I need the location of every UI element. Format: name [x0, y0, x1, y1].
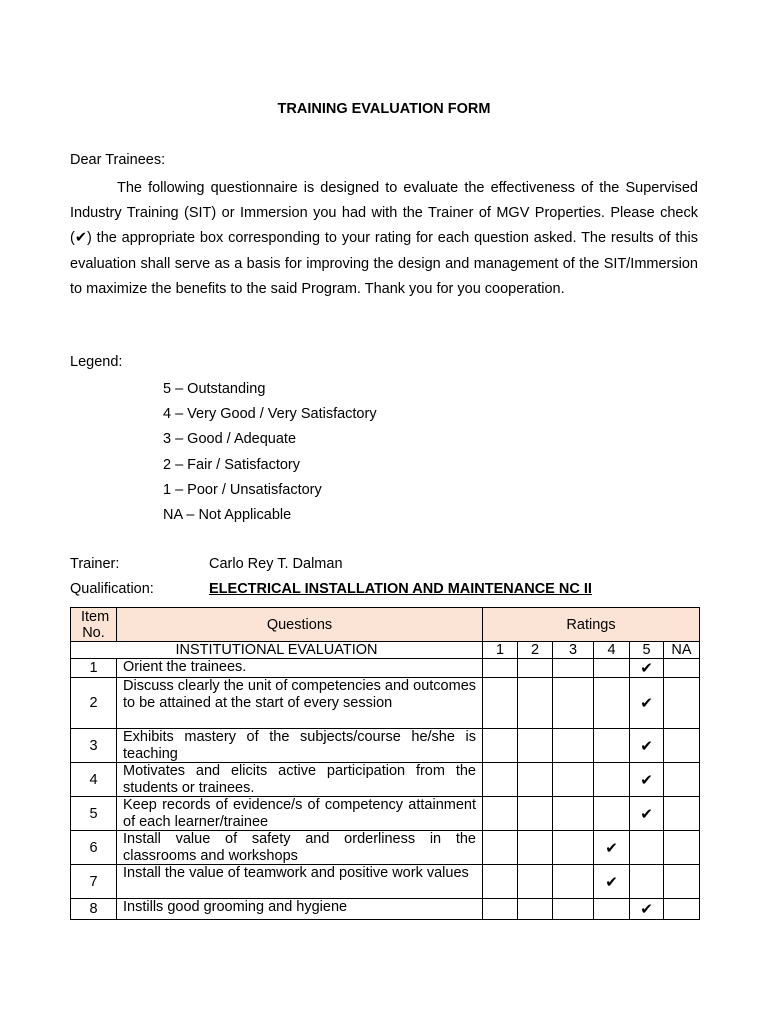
rating-cell-4[interactable] [594, 831, 630, 865]
rating-cell-1[interactable] [483, 763, 518, 797]
legend-list [163, 377, 377, 528]
trainer-name: Carlo Rey T. Dalman [209, 556, 343, 572]
check-mark-icon: ✔ [640, 771, 653, 789]
rating-cell-1[interactable] [483, 865, 518, 899]
rating-cell-5[interactable] [630, 831, 664, 865]
evaluation-table [70, 607, 700, 920]
table-row [71, 763, 700, 797]
rating-cell-3[interactable] [553, 797, 594, 831]
rating-cell-na[interactable] [664, 729, 700, 763]
table-row [71, 678, 700, 729]
question-text: Exhibits mastery of the subjects/course he/she is teaching [117, 729, 483, 763]
rating-cell-na[interactable] [664, 899, 700, 920]
rating-cell-3[interactable] [553, 729, 594, 763]
rating-cell-4[interactable] [594, 899, 630, 920]
rating-cell-2[interactable] [518, 797, 553, 831]
rating-cell-1[interactable] [483, 899, 518, 920]
table-body [71, 659, 700, 920]
question-text: Install the value of teamwork and positive work values [117, 865, 483, 899]
rating-cell-5[interactable] [630, 797, 664, 831]
rating-cell-3[interactable] [553, 659, 594, 678]
rating-cell-4[interactable] [594, 659, 630, 678]
table-row [71, 865, 700, 899]
rating-cell-2[interactable] [518, 831, 553, 865]
check-mark-icon: ✔ [640, 695, 653, 712]
table-row [71, 797, 700, 831]
rating-cell-3[interactable] [553, 763, 594, 797]
check-mark-icon: ✔ [640, 660, 653, 677]
rating-cell-1[interactable] [483, 797, 518, 831]
legend-item: NA – Not Applicable [163, 507, 292, 524]
rating-cell-na[interactable] [664, 763, 700, 797]
rating-cell-na[interactable] [664, 678, 700, 729]
rating-cell-4[interactable] [594, 678, 630, 729]
check-mark-icon: ✔ [640, 901, 653, 918]
item-number: 2 [71, 678, 117, 729]
rating-cell-3[interactable] [553, 831, 594, 865]
rating-cell-na[interactable] [664, 659, 700, 678]
rating-cell-4[interactable] [594, 729, 630, 763]
legend-item: 4 – Very Good / Very Satisfactory [163, 406, 377, 423]
rating-col-header: 2 [518, 642, 553, 659]
rating-cell-2[interactable] [518, 659, 553, 678]
questions-header: Questions [117, 608, 483, 642]
legend-item: 2 – Fair / Satisfactory [163, 456, 300, 473]
item-number: 1 [71, 659, 117, 678]
rating-cell-2[interactable] [518, 678, 553, 729]
rating-cell-1[interactable] [483, 831, 518, 865]
item-no-header: Item No. [71, 608, 117, 642]
rating-cell-5[interactable] [630, 865, 664, 899]
rating-cell-1[interactable] [483, 678, 518, 729]
rating-cell-na[interactable] [664, 865, 700, 899]
table-row [71, 659, 700, 678]
question-text: Instills good grooming and hygiene [117, 899, 483, 920]
rating-cell-5[interactable] [630, 899, 664, 920]
legend-item: 1 – Poor / Unsatisfactory [163, 481, 322, 498]
question-text: Orient the trainees. [117, 659, 483, 678]
rating-col-header: 4 [594, 642, 630, 659]
legend-item: 3 – Good / Adequate [163, 431, 297, 448]
rating-col-header: 3 [553, 642, 594, 659]
question-text: Motivates and elicits active participation from the students or trainees. [117, 763, 483, 797]
rating-cell-2[interactable] [518, 865, 553, 899]
qualification-label: Qualification: [70, 581, 154, 597]
rating-cell-3[interactable] [553, 899, 594, 920]
rating-cell-na[interactable] [664, 797, 700, 831]
rating-col-header: 1 [483, 642, 518, 659]
rating-cell-5[interactable] [630, 678, 664, 729]
table-row [71, 729, 700, 763]
question-text: Keep records of evidence/s of competency attainment of each learner/trainee [117, 797, 483, 831]
qualification-value: ELECTRICAL INSTALLATION AND MAINTENANCE NC II [209, 581, 592, 597]
rating-cell-2[interactable] [518, 729, 553, 763]
ratings-header: Ratings [483, 608, 700, 642]
item-number: 8 [71, 899, 117, 920]
rating-col-header: NA [664, 642, 700, 659]
check-mark-icon: ✔ [605, 873, 618, 891]
check-mark-icon: ✔ [640, 737, 653, 755]
rating-cell-4[interactable] [594, 797, 630, 831]
rating-cell-3[interactable] [553, 865, 594, 899]
rating-col-header: 5 [630, 642, 664, 659]
rating-cell-1[interactable] [483, 659, 518, 678]
rating-cell-1[interactable] [483, 729, 518, 763]
table-row [71, 831, 700, 865]
salutation: Dear Trainees: [70, 152, 166, 168]
rating-cell-3[interactable] [553, 678, 594, 729]
rating-cell-na[interactable] [664, 831, 700, 865]
rating-cell-2[interactable] [518, 899, 553, 920]
question-text: Install value of safety and orderliness in the classrooms and workshops [117, 831, 483, 865]
rating-cell-5[interactable] [630, 729, 664, 763]
item-number: 4 [71, 763, 117, 797]
intro-paragraph: The following questionnaire is designed to evaluate the effectiveness of the Supervised Industry Training (SIT) or Immersion you had with the Trainer of MGV Properties. Please check (✔) the appropriate box corresponding to your rating for each question asked. The results of this evaluation shall serve as a basis for improving the design and management of the SIT/Immersion to maximize the benefits to the said Program. Thank you for you cooperation. [70, 180, 698, 297]
question-text: Discuss clearly the unit of competencies and outcomes to be attained at the start of every session [117, 678, 483, 729]
legend-item: 5 – Outstanding [163, 381, 266, 397]
rating-cell-4[interactable] [594, 763, 630, 797]
form-title: TRAINING EVALUATION FORM [277, 101, 491, 117]
section-title: INSTITUTIONAL EVALUATION [71, 642, 483, 659]
rating-cell-5[interactable] [630, 659, 664, 678]
legend-label: Legend: [70, 354, 123, 370]
table-row [71, 899, 700, 920]
check-mark-icon: ✔ [605, 839, 618, 857]
item-number: 7 [71, 865, 117, 899]
item-number: 3 [71, 729, 117, 763]
rating-cell-4[interactable] [594, 865, 630, 899]
rating-cell-2[interactable] [518, 763, 553, 797]
item-number: 6 [71, 831, 117, 865]
check-mark-icon: ✔ [640, 805, 653, 823]
rating-cell-5[interactable] [630, 763, 664, 797]
trainer-label: Trainer: [70, 556, 120, 572]
item-number: 5 [71, 797, 117, 831]
